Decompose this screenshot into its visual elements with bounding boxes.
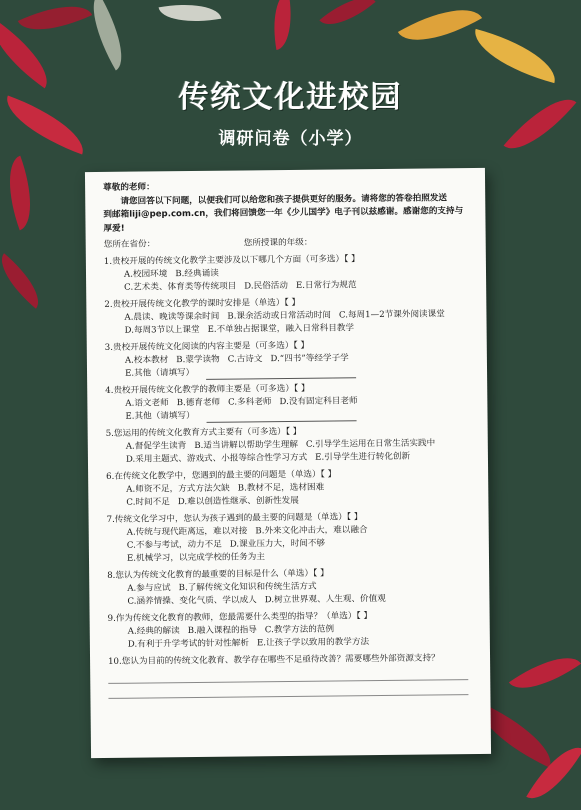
option-list bbox=[107, 523, 475, 566]
option[interactable]: A.师资不足，方式方法欠缺 bbox=[126, 483, 230, 495]
option-list bbox=[105, 351, 473, 381]
option[interactable]: A.参与应试 bbox=[127, 583, 171, 594]
option[interactable]: D.民俗活动 bbox=[244, 280, 289, 292]
leaf-decoration bbox=[267, 0, 298, 50]
question-3 bbox=[105, 338, 473, 381]
leaf-decoration bbox=[159, 0, 222, 29]
question-text: 1.贵校开展的传统文化教学主要涉及以下哪几个方面（可多选）【 】 bbox=[103, 254, 360, 267]
option[interactable]: B.蒙学读物 bbox=[176, 354, 220, 366]
question-1 bbox=[104, 252, 472, 295]
option[interactable]: D.有利于升学考试的针对性解析 bbox=[127, 638, 249, 650]
option[interactable]: B.适当讲解以帮助学生理解 bbox=[194, 439, 298, 451]
intro-line: 请您回答以下问题，以便我们可以给您和孩子提供更好的服务。请将您的答卷拍照发送 bbox=[120, 192, 448, 207]
option[interactable]: E.不单独占据课堂，融入日常科目教学 bbox=[207, 323, 355, 335]
option-list bbox=[104, 308, 472, 338]
option[interactable]: B.德育老师 bbox=[176, 397, 221, 409]
question-text: 4.贵校开展传统文化教学的教师主要是（可多选）【 】 bbox=[105, 383, 310, 396]
option[interactable]: E.让孩子学以致用的教学方法 bbox=[256, 637, 370, 649]
leaf-decoration bbox=[509, 642, 581, 703]
option[interactable]: A.传统与现代距离远，难以对接 bbox=[126, 526, 248, 538]
option-list bbox=[108, 622, 476, 652]
option-list bbox=[105, 394, 473, 424]
leaf-decoration bbox=[319, 0, 375, 37]
question-text: 7.传统文化学习中，您认为孩子遇到的最主要的问题是（单选）【 】 bbox=[106, 512, 363, 525]
option-line bbox=[124, 278, 472, 295]
option[interactable]: B.课余活动或日常活动时间 bbox=[227, 310, 331, 322]
question-6 bbox=[106, 467, 474, 510]
greeting: 尊敬的老师： bbox=[103, 182, 155, 193]
option[interactable]: C.涵养情操、变化气质、学以成人 bbox=[127, 595, 257, 607]
option[interactable]: C.艺术类、体育类等传统项目 bbox=[124, 281, 237, 293]
option-list bbox=[106, 437, 474, 467]
option[interactable]: B.经典诵读 bbox=[175, 268, 219, 280]
info-fields bbox=[104, 235, 472, 252]
option-line bbox=[128, 635, 476, 652]
option-list bbox=[107, 579, 475, 609]
intro-line: 到邮箱liji@pep.com.cn，我们将回馈您一年《少儿国学》电子刊以兹感谢。感谢您的支持与 bbox=[103, 206, 464, 220]
question-2 bbox=[104, 295, 472, 338]
page-title: 传统文化进校园 bbox=[178, 80, 403, 115]
option[interactable]: A.校本教材 bbox=[124, 355, 169, 366]
option-line bbox=[125, 321, 473, 338]
province-field-label: 您所在省份： bbox=[103, 239, 156, 250]
page-subtitle: 调研问卷（小学） bbox=[218, 129, 363, 149]
questionnaire-paper bbox=[85, 168, 491, 758]
answer-line[interactable] bbox=[108, 682, 468, 699]
option[interactable]: E.其他（请填写） bbox=[125, 410, 195, 422]
option[interactable]: D.每周3节以上课堂 bbox=[124, 324, 200, 336]
question-text: 6.在传统文化教学中，您遇到的最主要的问题是（单选）【 】 bbox=[106, 469, 337, 482]
option[interactable]: C.每周1—2节课外阅读课堂 bbox=[338, 309, 445, 321]
option[interactable]: D.树立世界观、人生观、价值观 bbox=[264, 593, 386, 606]
option[interactable]: C.多科老师 bbox=[228, 397, 272, 408]
question-8 bbox=[107, 566, 475, 609]
question-text: 5.您运用的传统文化教育方式主要有（可多选）【 】 bbox=[105, 426, 302, 439]
question-text: 10.您认为目前的传统文化教育、教学存在哪些不足亟待改善？需要哪些外部资源支持？ bbox=[108, 653, 440, 667]
answer-line[interactable] bbox=[108, 667, 468, 684]
option[interactable]: A.校园环境 bbox=[123, 269, 168, 280]
option[interactable]: D.难以创造性继承、创新性发展 bbox=[177, 495, 299, 508]
option[interactable]: C.不参与考试，动力不足 bbox=[126, 539, 222, 551]
leaf-decoration bbox=[0, 253, 50, 308]
question-5 bbox=[106, 424, 474, 467]
option[interactable]: E.引导学生进行转化创新 bbox=[315, 451, 411, 463]
option[interactable]: B.了解传统文化知识和传统生活方式 bbox=[178, 581, 317, 594]
option[interactable]: C.时间不足 bbox=[126, 497, 170, 508]
question-10 bbox=[108, 652, 476, 699]
option[interactable]: A.督促学生读背 bbox=[125, 441, 187, 452]
question-text: 9.作为传统文化教育的教师，您最需要什么类型的指导？（单选）【 】 bbox=[107, 611, 373, 624]
option[interactable]: A.经典的解读 bbox=[127, 626, 180, 637]
option[interactable]: B.外来文化冲击大，难以融合 bbox=[255, 525, 368, 537]
option-line bbox=[126, 450, 474, 467]
option-line bbox=[126, 493, 474, 510]
question-9 bbox=[108, 609, 476, 652]
option[interactable]: D.课业压力大，时间不够 bbox=[229, 538, 326, 550]
option[interactable]: A.语文老师 bbox=[125, 398, 169, 409]
question-7 bbox=[107, 510, 476, 566]
option[interactable]: D.“四书”等经学子学 bbox=[270, 353, 349, 365]
option[interactable]: B.教材不足，选材困难 bbox=[237, 482, 325, 494]
intro-line: 厚爱! bbox=[103, 223, 125, 234]
question-text: 2.贵校开展传统文化教学的课时安排是（单选）【 】 bbox=[104, 297, 301, 310]
option[interactable]: D.没有固定科目老师 bbox=[279, 396, 358, 408]
option-list bbox=[104, 265, 472, 295]
question-list bbox=[104, 252, 476, 652]
leaf-decoration bbox=[398, 0, 482, 58]
leaf-decoration bbox=[0, 156, 44, 231]
leaf-decoration bbox=[18, 0, 92, 45]
fill-in-blank[interactable] bbox=[206, 368, 356, 380]
intro-block bbox=[103, 178, 472, 236]
option[interactable]: C.引导学生运用在日常生活实践中 bbox=[305, 438, 436, 450]
option-line bbox=[127, 592, 475, 609]
question-4 bbox=[105, 381, 473, 424]
option-line bbox=[125, 407, 473, 424]
question-text: 3.贵校开展传统文化阅读的内容主要是（可多选）【 】 bbox=[104, 340, 310, 353]
option[interactable]: C.教学方法的范例 bbox=[264, 624, 335, 636]
option-line bbox=[125, 364, 473, 381]
option[interactable]: E.日常行为规范 bbox=[295, 280, 357, 291]
option[interactable]: E.其他（请填写） bbox=[125, 367, 195, 379]
option-line bbox=[127, 549, 475, 566]
option[interactable]: D.采用主题式、游戏式、小报等综合性学习方式 bbox=[125, 452, 308, 465]
option[interactable]: E.机械学习，以完成学校的任务为主 bbox=[126, 552, 265, 564]
option[interactable]: C.古诗文 bbox=[227, 354, 263, 365]
fill-in-blank[interactable] bbox=[207, 411, 357, 423]
option[interactable]: A.晨读、晚读等课余时间 bbox=[124, 311, 220, 323]
question-text: 8.您认为传统文化教育的最重要的目标是什么（单选）【 】 bbox=[107, 568, 329, 581]
option[interactable]: B.融入课程的指导 bbox=[187, 625, 257, 637]
grade-field-label: 您所授课的年级： bbox=[243, 237, 313, 249]
option-list bbox=[106, 480, 474, 510]
